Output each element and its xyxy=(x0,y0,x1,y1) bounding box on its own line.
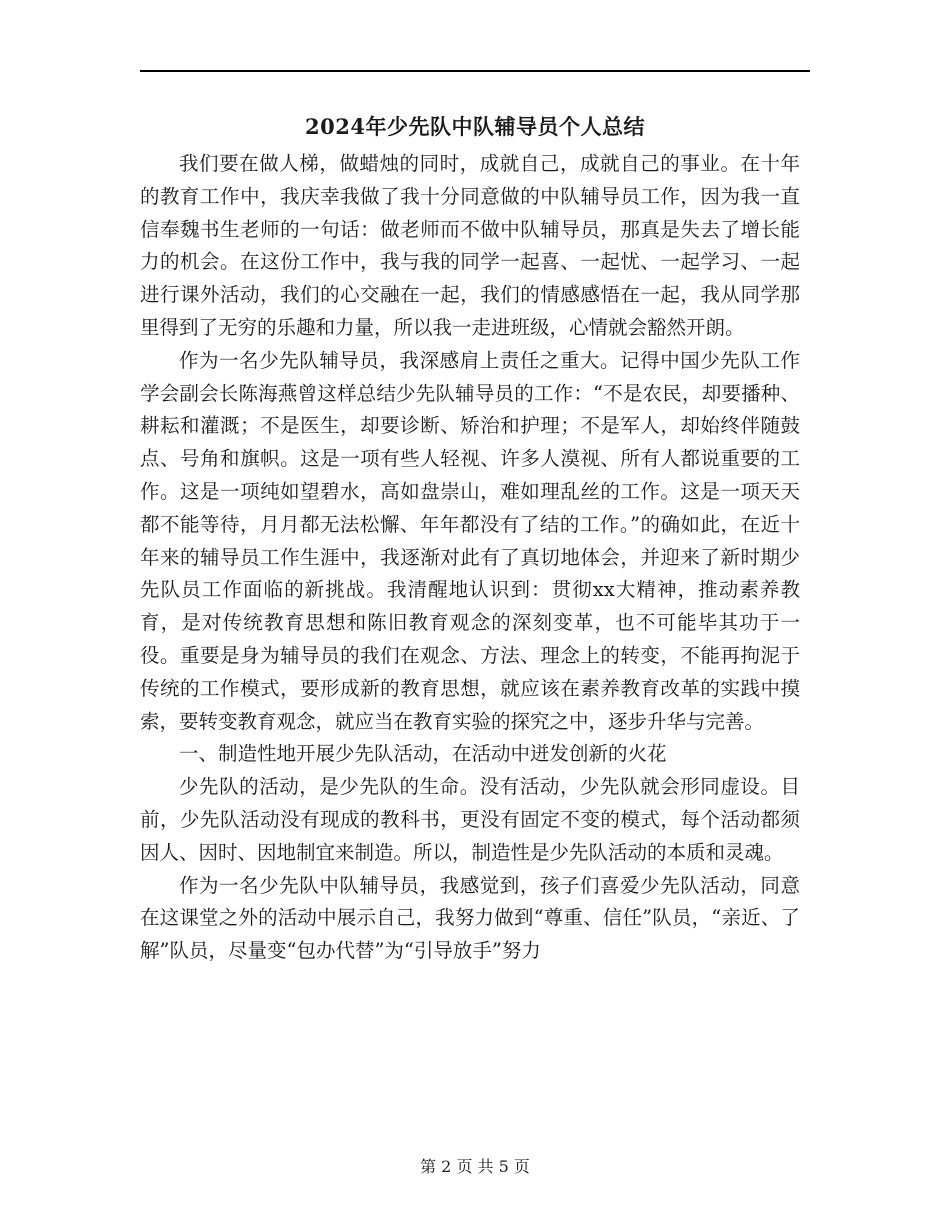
document-body xyxy=(140,148,800,968)
section-heading-1: 一、制造性地开展少先队活动，在活动中迸发创新的火花 xyxy=(179,742,667,766)
paragraph-intro: 我们要在做人梯，做蜡烛的同时，成就自己，成就自己的事业。在十年的教育工作中，我庆幸我做了我十分同意做的中队辅导员工作，因为我一直信奉魏书生老师的一句话：做老师而不做中队辅导员，那真是失去了增长能力的机会。在这份工作中，我与我的同学一起喜、一起忧、一起学习、一起进行课外活动，我们的心交融在一起，我们的情感感悟在一起，我从同学那里得到了无穷的乐趣和力量，所以我一走进班级，心情就会豁然开朗。 xyxy=(140,152,800,339)
paragraph-counselor: 作为一名少先队中队辅导员，我感觉到，孩子们喜爱少先队活动，同意在这课堂之外的活动中展示自己，我努力做到“尊重、信任”队员，“亲近、了解”队员，尽量变“包办代替”为“引导放手”努力 xyxy=(140,873,800,963)
header-rule xyxy=(140,70,810,72)
page-number: 第 2 页 共 5 页 xyxy=(420,1157,530,1176)
paragraph-responsibility: 作为一名少先队辅导员，我深感肩上责任之重大。记得中国少先队工作学会副会长陈海燕曾这样总结少先队辅导员的工作：“不是农民，却要播种、耕耘和灌溉；不是医生，却要诊断、矫治和护理；不是军人，却始终伴随鼓点、号角和旗帜。这是一项有些人轻视、许多人漠视、所有人都说重要的工作。这是一项纯如望碧水，高如盘崇山，难如理乱丝的工作。这是一项天天都不能等待，月月都无法松懈、年年都没有了结的工作。”的确如此，在近十年来的辅导员工作生涯中，我逐渐对此有了真切地体会，并迎来了新时期少先队员工作面临的新挑战。我清醒地认识到：贯彻xx大精神，推动素养教育，是对传统教育思想和陈旧教育观念的深刻变革，也不可能毕其功于一役。重要是身为辅导员的我们在观念、方法、理念上的转变，不能再拘泥于传统的工作模式，要形成新的教育思想，就应该在素养教育改革的实践中摸索，要转变教育观念，就应当在教育实验的探究之中，逐步升华与完善。 xyxy=(140,348,800,733)
document-title: 2024年少先队中队辅导员个人总结 xyxy=(305,114,645,139)
paragraph-activities: 少先队的活动，是少先队的生命。没有活动，少先队就会形同虚设。目前，少先队活动没有现成的教科书，更没有固定不变的模式，每个活动都须因人、因时、因地制宜来制造。所以，制造性是少先队活动的本质和灵魂。 xyxy=(140,775,800,864)
